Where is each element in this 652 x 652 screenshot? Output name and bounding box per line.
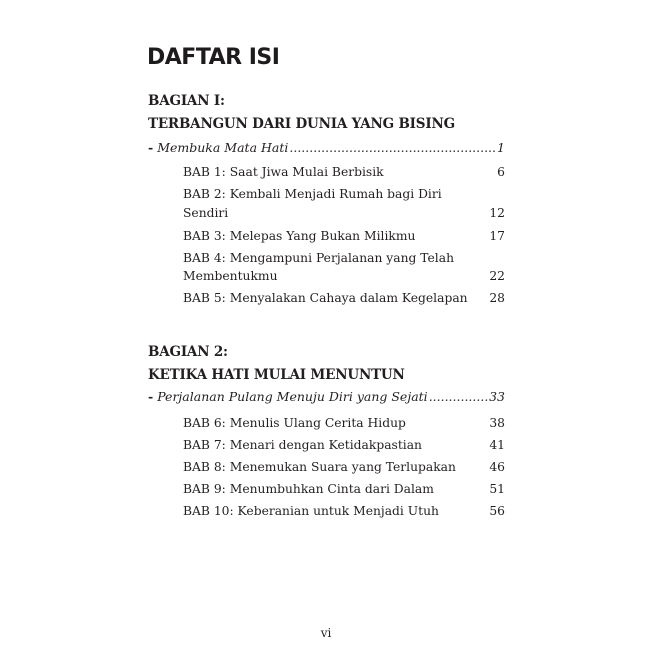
entry-title: BAB 6: Menulis Ulang Cerita Hidup (183, 416, 406, 430)
entry-page: 1 (497, 140, 505, 155)
toc-entry-chapter[interactable] (183, 163, 505, 181)
entry-page: 41 (489, 438, 505, 452)
dot-leader (289, 139, 496, 157)
toc-entry-chapter[interactable] (183, 414, 505, 432)
toc-entry-chapter[interactable] (183, 227, 505, 245)
entry-page: 17 (489, 229, 505, 243)
entry-title: BAB 3: Melepas Yang Bukan Milikmu (183, 229, 416, 243)
part-label: BAGIAN I: (148, 93, 225, 109)
toc-entry-chapter-cont[interactable] (183, 204, 505, 222)
page-number: vi (320, 626, 332, 640)
part-title: KETIKA HATI MULAI MENUNTUN (148, 367, 405, 383)
toc-entry-chapter[interactable] (183, 502, 505, 520)
entry-title: BAB 7: Menari dengan Ketidakpastian (183, 438, 422, 452)
entry-page: 12 (489, 206, 505, 220)
entry-title: Sendiri (183, 206, 229, 220)
entry-page: 22 (489, 269, 505, 283)
toc-entry-chapter[interactable] (183, 480, 505, 498)
entry-dash: - (148, 389, 154, 404)
part-label: BAGIAN 2: (148, 344, 228, 360)
entry-title: Membentukmu (183, 269, 278, 283)
entry-title: BAB 8: Menemukan Suara yang Terlupakan (183, 460, 456, 474)
entry-page: 56 (489, 504, 505, 518)
entry-page: 28 (489, 291, 505, 305)
entry-page: 46 (489, 460, 505, 474)
toc-entry-intro[interactable] (148, 388, 505, 406)
entry-title: BAB 10: Keberanian untuk Menjadi Utuh (183, 504, 439, 518)
page-title: DAFTAR ISI (147, 45, 280, 70)
toc-entry-intro[interactable] (148, 139, 505, 157)
entry-page: 38 (489, 416, 505, 430)
toc-entry-chapter[interactable] (183, 249, 505, 267)
toc-entry-chapter[interactable] (183, 436, 505, 454)
entry-title: BAB 2: Kembali Menjadi Rumah bagi Diri (183, 187, 442, 201)
entry-page: 33 (489, 389, 505, 404)
entry-title: Membuka Mata Hati (157, 140, 289, 155)
dot-leader (429, 388, 488, 406)
entry-dash: - (148, 140, 154, 155)
entry-page: 6 (497, 165, 505, 179)
entry-title: BAB 9: Menumbuhkan Cinta dari Dalam (183, 482, 434, 496)
toc-entry-chapter[interactable] (183, 185, 505, 203)
toc-entry-chapter[interactable] (183, 289, 505, 307)
entry-title: BAB 5: Menyalakan Cahaya dalam Kegelapan (183, 291, 468, 305)
toc-entry-chapter[interactable] (183, 458, 505, 476)
toc-entry-chapter-cont[interactable] (183, 267, 505, 285)
entry-title: BAB 1: Saat Jiwa Mulai Berbisik (183, 165, 384, 179)
part-title: TERBANGUN DARI DUNIA YANG BISING (148, 116, 455, 132)
entry-title: BAB 4: Mengampuni Perjalanan yang Telah (183, 251, 454, 265)
entry-page: 51 (489, 482, 505, 496)
entry-title: Perjalanan Pulang Menuju Diri yang Sejati (157, 389, 428, 404)
